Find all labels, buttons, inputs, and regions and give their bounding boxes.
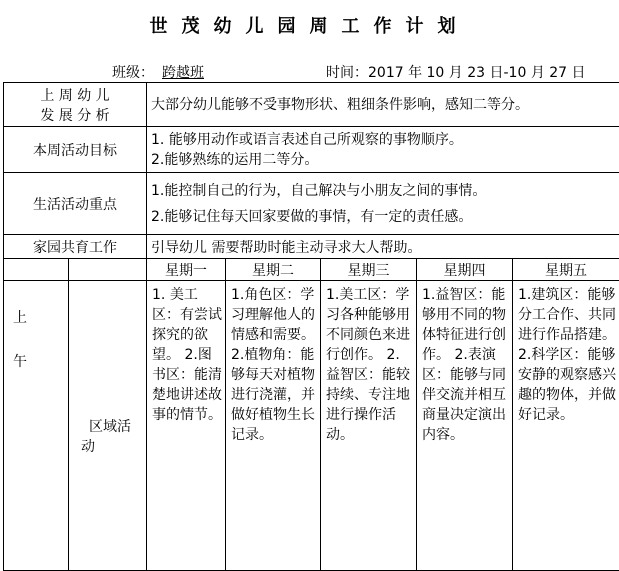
row-goals <box>4 127 619 173</box>
morning-label: 上 午 <box>4 281 69 571</box>
cell-fri: 1.建筑区：能够分工合作、共同进行作品搭建。 2.科学区：能够安静的观察感兴趣的物体，并做好记录。 <box>513 281 619 571</box>
time-range: 时间：2017 年 10 月 23 日-10 月 27 日 <box>326 62 586 82</box>
page-title: 世茂幼儿园周工作计划 <box>0 12 619 38</box>
class-label: 班级： <box>112 62 154 82</box>
last-week-label: 上 周 幼 儿 发 展 分 析 <box>4 83 147 127</box>
empty-corner-a <box>4 259 69 281</box>
cell-mon: 1. 美工区：有尝试探究的欲望。 2.图书区：能清楚地讲述故事的情节。 <box>147 281 226 571</box>
area-activity-label: 区域活 动 <box>69 281 147 571</box>
day-wed: 星期三 <box>321 259 417 281</box>
life-text: 1.能控制自己的行为，自己解决与小朋友之间的事情。 2.能够记住每天回家要做的事情，有一定的责任感。 <box>147 173 619 235</box>
empty-corner-b <box>69 259 147 281</box>
cell-wed: 1.美工区：学习各种能够用不同颜色来进行创作。 2.益智区：能较持续、专注地进行操作活动。 <box>321 281 417 571</box>
plan-table <box>3 82 619 571</box>
goals-label: 本周活动目标 <box>4 127 147 173</box>
life-label: 生活活动重点 <box>4 173 147 235</box>
goals-text: 1. 能够用动作或语言表述自己所观察的事物顺序。 2.能够熟练的运用二等分。 <box>147 127 619 173</box>
day-tue: 星期二 <box>226 259 321 281</box>
day-mon: 星期一 <box>147 259 226 281</box>
cell-tue: 1.角色区：学习理解他人的情感和需要。 2.植物角：能够每天对植物进行浇灌，并做好植物生长记录。 <box>226 281 321 571</box>
row-last-week <box>4 83 619 127</box>
home-text: 引导幼儿 需要帮助时能主动寻求大人帮助。 <box>147 235 619 259</box>
cell-thu: 1.益智区：能够用不同的物体特征进行创作。 2.表演区：能够与同伴交流并相互商量决定演出内容。 <box>417 281 513 571</box>
day-fri: 星期五 <box>513 259 619 281</box>
last-week-text: 大部分幼儿能够不受事物形状、粗细条件影响，感知二等分。 <box>147 83 619 127</box>
row-morning <box>4 281 619 571</box>
row-days <box>4 259 619 281</box>
day-thu: 星期四 <box>417 259 513 281</box>
class-value: 跨越班 <box>162 62 204 82</box>
row-home <box>4 235 619 259</box>
home-label: 家园共育工作 <box>4 235 147 259</box>
row-life <box>4 173 619 235</box>
